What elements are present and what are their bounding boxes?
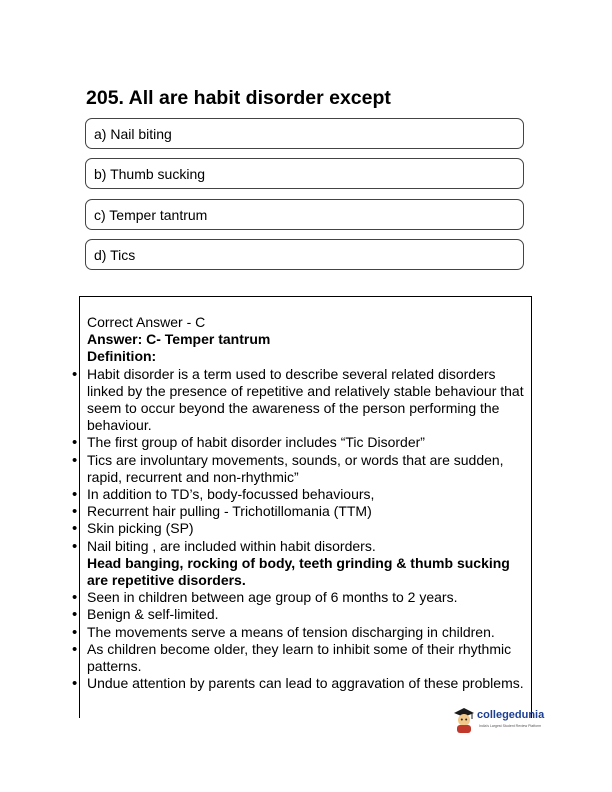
logo-tagline: India's Largest Student Review Platform: [479, 724, 542, 728]
graduate-mascot-icon: [452, 706, 476, 734]
list-item: • Recurrent hair pulling - Trichotillomania (TTM): [87, 503, 527, 520]
list-item: • Habit disorder is a term used to describe several related disorders linked by the presence of repetitive and relatively stable behaviour that seem to occur beyond the awareness of the person performing the behaviour.: [87, 366, 527, 435]
list-item: • Skin picking (SP): [87, 520, 527, 537]
list-item: • Nail biting , are included within habit disorders.: [87, 538, 527, 555]
list-item: • Undue attention by parents can lead to aggravation of these problems.: [87, 675, 527, 692]
definition-heading: Definition:: [87, 348, 157, 365]
definition-list: [87, 366, 527, 555]
list-item: • Benign & self-limited.: [87, 606, 527, 623]
list-item: • Tics are involuntary movements, sounds, or words that are sudden, rapid, recurrent and non-rhythmic”: [87, 452, 527, 486]
list-item: • In addition to TD’s, body-focussed behaviours,: [87, 486, 527, 503]
option-d[interactable]: d) Tics: [85, 239, 524, 270]
correct-answer-line: Correct Answer - C: [87, 314, 206, 330]
list-item: • The first group of habit disorder includes “Tic Disorder”: [87, 434, 527, 451]
option-c[interactable]: c) Temper tantrum: [85, 199, 524, 230]
bold-statement: Head banging, rocking of body, teeth grinding & thumb sucking are repetitive disorders.: [87, 554, 510, 589]
option-b[interactable]: b) Thumb sucking: [85, 158, 524, 189]
answer-line: Answer: C- Temper tantrum: [87, 331, 271, 348]
list-item: • Seen in children between age group of 6 months to 2 years.: [87, 589, 527, 606]
logo-wordmark: collegedunia: [477, 709, 545, 721]
features-list: [87, 589, 527, 692]
option-a[interactable]: a) Nail biting: [85, 118, 524, 149]
list-item: • As children become older, they learn to inhibit some of their rhythmic patterns.: [87, 641, 527, 675]
answer-content: [87, 314, 527, 692]
list-item: • The movements serve a means of tension discharging in children.: [87, 624, 527, 641]
collegedunia-logo: [452, 706, 557, 736]
question-title: 205. All are habit disorder except: [86, 87, 391, 109]
